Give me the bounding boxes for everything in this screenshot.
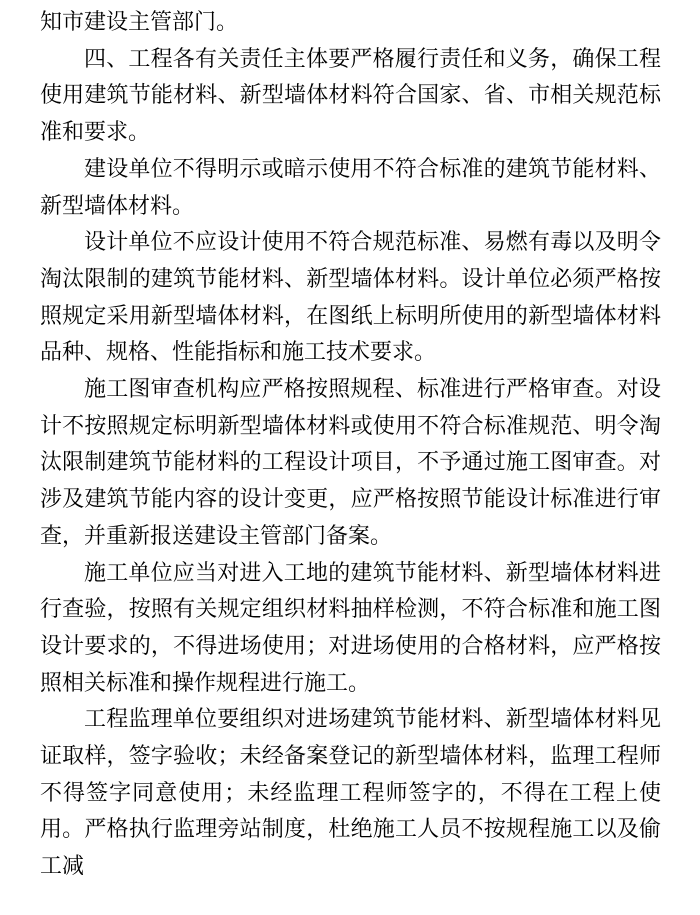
paragraph: 施工单位应当对进入工地的建筑节能材料、新型墙体材料进行查验，按照有关规定组织材料抽样检测，不符合标准和施工图设计要求的，不得进场使用；对进场使用的合格材料，应严格按照相关标准和操作规程进行施工。: [40, 559, 661, 695]
paragraph: 建设单位不得明示或暗示使用不符合标准的建筑节能材料、新型墙体材料。: [40, 155, 661, 218]
document-text-body: [40, 4, 661, 885]
paragraph: 设计单位不应设计使用不符合规范标准、易燃有毒以及明令淘汰限制的建筑节能材料、新型墙体材料。设计单位必须严格按照规定采用新型墙体材料，在图纸上标明所使用的新型墙体材料品种、规格、性能指标和施工技术要求。: [40, 229, 661, 365]
paragraph: 施工图审查机构应严格按照规程、标准进行严格审查。对设计不按照规定标明新型墙体材料或使用不符合标准规范、明令淘汰限制建筑节能材料的工程设计项目，不予通过施工图审查。对涉及建筑节能内容的设计变更，应严格按照节能设计标准进行审查，并重新报送建设主管部门备案。: [40, 376, 661, 548]
paragraph: 工程监理单位要组织对进场建筑节能材料、新型墙体材料见证取样，签字验收；未经备案登记的新型墙体材料，监理工程师不得签字同意使用；未经监理工程师签字的，不得在工程上使用。严格执行监理旁站制度，杜绝施工人员不按规程施工以及偷工减: [40, 706, 661, 879]
paragraph: 四、工程各有关责任主体要严格履行责任和义务，确保工程使用建筑节能材料、新型墙体材料符合国家、省、市相关规范标准和要求。: [40, 45, 661, 145]
paragraph: 知市建设主管部门。: [40, 9, 239, 34]
